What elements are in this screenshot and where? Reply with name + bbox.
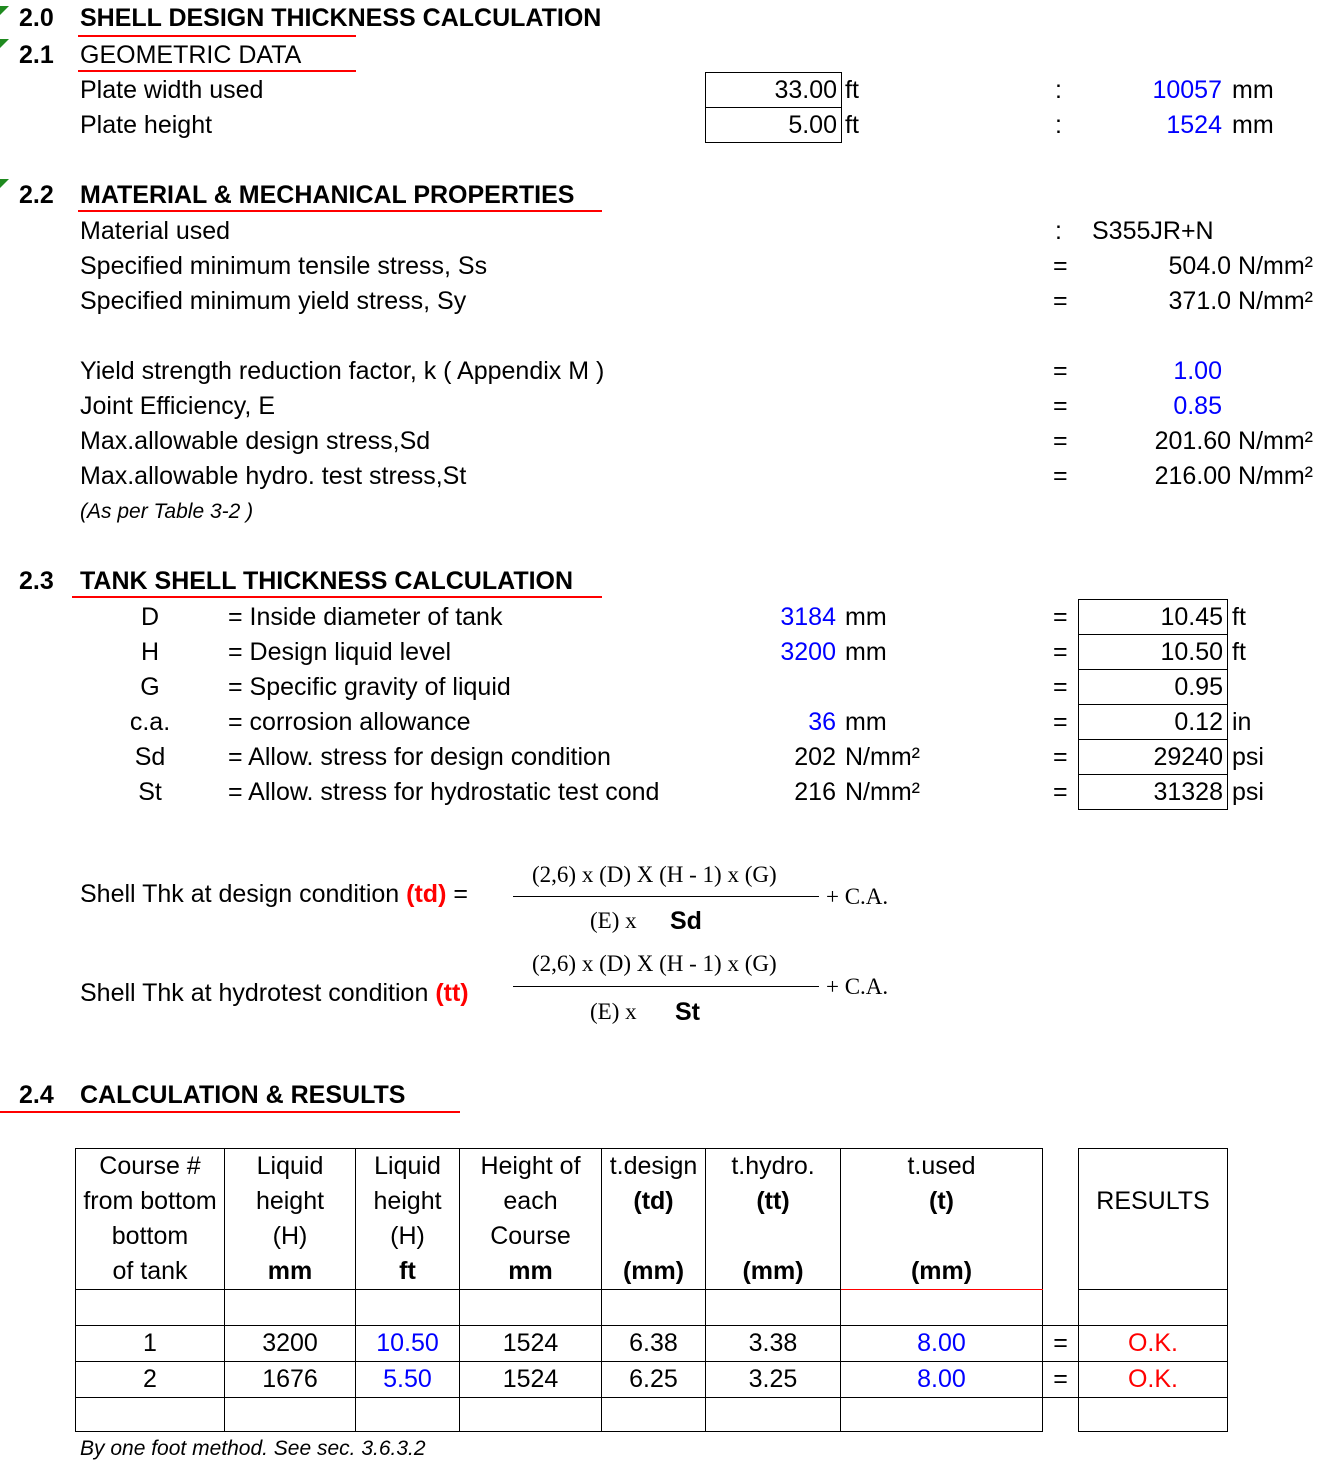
header-line: from bottom xyxy=(83,1187,217,1215)
header-line xyxy=(841,1219,1042,1254)
design-stress-value: 201.60 N/mm² xyxy=(1154,427,1313,455)
symbol: D xyxy=(140,603,160,631)
course-number: 2 xyxy=(76,1362,225,1398)
plate-height-label: Plate height xyxy=(80,111,213,139)
table-cell xyxy=(841,1290,1043,1326)
mm-unit: mm xyxy=(1232,111,1274,139)
converted-unit: psi xyxy=(1232,743,1264,771)
formula-hydro-numerator: (2,6) x (D) X (H - 1) x (G) xyxy=(532,951,777,976)
converted-unit: ft xyxy=(1232,638,1246,666)
header-line: (H) xyxy=(272,1222,308,1250)
value-mm: 3200 xyxy=(780,638,836,666)
t-used-underline xyxy=(841,1289,1043,1290)
equals-sign: = xyxy=(1053,252,1068,280)
tt-symbol: (tt) xyxy=(435,979,469,1007)
equals-sign: = xyxy=(1053,287,1068,315)
header-course xyxy=(76,1149,225,1290)
course-height: 1524 xyxy=(460,1326,602,1362)
t-hydro: 3.25 xyxy=(706,1362,841,1398)
table-cell xyxy=(1079,1398,1228,1432)
symbol: H xyxy=(140,638,160,666)
results-table xyxy=(75,1148,1228,1432)
value-unit: N/mm² xyxy=(845,778,920,806)
table-header-row xyxy=(76,1149,1228,1290)
t-used: 8.00 xyxy=(841,1326,1043,1362)
value-unit: mm xyxy=(845,603,887,631)
converted-value: 29240 xyxy=(1153,743,1223,771)
table-cell xyxy=(706,1398,841,1432)
equals-sign: = xyxy=(1043,1362,1079,1398)
fraction-bar xyxy=(513,896,819,897)
yield-stress-label: Specified minimum yield stress, Sy xyxy=(80,287,467,315)
table-row xyxy=(76,1326,1228,1362)
header-line: Course # xyxy=(99,1152,201,1180)
header-line: t.design xyxy=(609,1152,698,1180)
header-line: Liquid xyxy=(374,1152,441,1180)
table-cell xyxy=(1043,1398,1079,1432)
table-cell xyxy=(1079,1290,1228,1326)
value-mm: 3184 xyxy=(780,603,836,631)
test-stress-value: 216.00 N/mm² xyxy=(1154,462,1313,490)
tensile-stress-value: 504.0 N/mm² xyxy=(1168,252,1313,280)
material-value: S355JR+N xyxy=(1092,217,1214,245)
header-liquid-height-mm xyxy=(225,1149,356,1290)
symbol: G xyxy=(140,673,160,701)
equals-sign: = xyxy=(1053,673,1068,701)
equals-sign: = xyxy=(1053,427,1068,455)
header-line xyxy=(1079,1149,1227,1184)
material-label: Material used xyxy=(80,217,231,245)
section-number: 2.3 xyxy=(19,567,54,595)
description: = Specific gravity of liquid xyxy=(228,673,511,701)
formula-hydro-denominator-st: St xyxy=(675,998,700,1026)
liquid-height-mm: 3200 xyxy=(225,1326,356,1362)
header-line: bottom xyxy=(111,1222,189,1250)
converted-value: 10.45 xyxy=(1160,603,1223,631)
header-line: t.hydro. xyxy=(731,1152,815,1180)
header-line: ft xyxy=(399,1257,416,1285)
converted-value: 31328 xyxy=(1153,778,1223,806)
section-title: TANK SHELL THICKNESS CALCULATION xyxy=(80,567,574,595)
symbol: Sd xyxy=(134,743,166,771)
t-design: 6.25 xyxy=(602,1362,706,1398)
table-row xyxy=(76,1362,1228,1398)
table-cell xyxy=(225,1290,356,1326)
table-row-empty xyxy=(76,1398,1228,1432)
table-cell xyxy=(76,1290,225,1326)
header-line: height xyxy=(373,1187,442,1215)
header-line: height xyxy=(255,1187,325,1215)
plus-corrosion: + C.A. xyxy=(826,974,889,999)
description: = Inside diameter of tank xyxy=(228,603,503,631)
equals-sign: = xyxy=(1053,392,1068,420)
table-cell xyxy=(225,1398,356,1432)
section-title: CALCULATION & RESULTS xyxy=(80,1081,406,1109)
header-line: (mm) xyxy=(742,1257,804,1285)
header-line: (mm) xyxy=(910,1257,973,1285)
joint-efficiency-value: 0.85 xyxy=(1173,392,1222,420)
test-stress-label: Max.allowable hydro. test stress,St xyxy=(80,462,467,490)
header-line: each xyxy=(503,1187,558,1215)
converted-unit: in xyxy=(1232,708,1252,736)
yield-stress-value: 371.0 N/mm² xyxy=(1168,287,1313,315)
header-line: mm xyxy=(508,1257,553,1285)
section-number: 2.2 xyxy=(19,181,54,209)
section-number: 2.4 xyxy=(19,1081,54,1109)
equals-sign: = xyxy=(1053,357,1068,385)
symbol: St xyxy=(138,778,162,806)
converted-value: 0.12 xyxy=(1174,708,1223,736)
table-cell xyxy=(356,1398,460,1432)
description: = Design liquid level xyxy=(228,638,452,666)
formula-hydro-denominator: (E) x xyxy=(590,999,637,1024)
converted-value: 0.95 xyxy=(1174,673,1223,701)
header-t-hydro xyxy=(706,1149,841,1290)
liquid-height-ft: 5.50 xyxy=(356,1362,460,1398)
header-line: t.used xyxy=(907,1152,976,1180)
fraction-bar xyxy=(513,986,819,987)
header-line: Course xyxy=(490,1222,571,1250)
design-stress-label: Max.allowable design stress,Sd xyxy=(80,427,431,455)
equals-sign: = xyxy=(1053,743,1068,771)
symbol: c.a. xyxy=(129,708,171,736)
header-line xyxy=(602,1219,705,1254)
liquid-height-ft: 10.50 xyxy=(356,1326,460,1362)
table-cell xyxy=(356,1290,460,1326)
header-spacer xyxy=(1043,1149,1079,1290)
title-underline xyxy=(78,35,356,37)
header-line: (H) xyxy=(390,1222,425,1250)
header-line: (t) xyxy=(929,1187,954,1215)
value-mm: 36 xyxy=(808,708,836,736)
title-underline xyxy=(78,70,356,72)
course-height: 1524 xyxy=(460,1362,602,1398)
header-line: (mm) xyxy=(622,1257,685,1285)
equals-sign: = xyxy=(1053,708,1068,736)
converted-unit: ft xyxy=(1232,603,1246,631)
t-design: 6.38 xyxy=(602,1326,706,1362)
plate-height-value[interactable]: 5.00 xyxy=(788,111,837,139)
plate-width-value[interactable]: 33.00 xyxy=(774,76,837,104)
section-title: MATERIAL & MECHANICAL PROPERTIES xyxy=(80,181,575,209)
value-unit: N/mm² xyxy=(845,743,920,771)
formula-design-denominator-sd: Sd xyxy=(670,907,702,935)
header-line: mm xyxy=(267,1257,313,1285)
header-t-design xyxy=(602,1149,706,1290)
formula-design-numerator: (2,6) x (D) X (H - 1) x (G) xyxy=(532,862,777,887)
converted-value: 10.50 xyxy=(1160,638,1223,666)
converted-unit: psi xyxy=(1232,778,1264,806)
formula-design-label xyxy=(80,879,468,909)
formula-design-denominator: (E) x xyxy=(590,908,637,933)
equals-sign: = xyxy=(1053,462,1068,490)
result-status: O.K. xyxy=(1079,1362,1228,1398)
table-cell xyxy=(460,1290,602,1326)
table-cell xyxy=(602,1398,706,1432)
description: = corrosion allowance xyxy=(228,708,471,736)
joint-efficiency-label: Joint Efficiency, E xyxy=(80,392,275,420)
equals-sign: = xyxy=(1053,638,1068,666)
section-number: 2.0 xyxy=(19,4,54,32)
header-line: Liquid xyxy=(256,1152,324,1180)
footnote: By one foot method. See sec. 3.6.3.2 xyxy=(80,1437,426,1460)
comment-marker-icon xyxy=(0,179,9,188)
title-underline xyxy=(78,210,602,212)
section-number: 2.1 xyxy=(19,41,54,69)
section-title: SHELL DESIGN THICKNESS CALCULATION xyxy=(80,4,602,32)
title-underline xyxy=(0,1111,460,1113)
header-line xyxy=(706,1219,840,1254)
course-number: 1 xyxy=(76,1326,225,1362)
plus-corrosion: + C.A. xyxy=(826,884,889,909)
tensile-stress-label: Specified minimum tensile stress, Ss xyxy=(80,252,488,280)
equals-sign: = xyxy=(1053,603,1068,631)
plate-height-mm: 1524 xyxy=(1166,111,1222,139)
value-unit: mm xyxy=(845,638,887,666)
formula-design-prefix: Shell Thk at design condition xyxy=(80,880,400,908)
header-line: Height of xyxy=(480,1152,581,1180)
formula-hydro-prefix: Shell Thk at hydrotest condition xyxy=(80,979,429,1007)
header-line: (td) xyxy=(633,1187,674,1215)
header-t-used xyxy=(841,1149,1043,1290)
plate-height-unit: ft xyxy=(845,111,859,139)
table-cell xyxy=(602,1290,706,1326)
header-results xyxy=(1079,1149,1228,1290)
separator: : xyxy=(1055,217,1062,245)
mm-unit: mm xyxy=(1232,76,1274,104)
td-symbol: (td) xyxy=(406,880,447,908)
equals-sign: = xyxy=(1043,1326,1079,1362)
section-title: GEOMETRIC DATA xyxy=(80,41,302,69)
plate-width-mm: 10057 xyxy=(1152,76,1222,104)
table-cell xyxy=(76,1398,225,1432)
separator: : xyxy=(1055,111,1062,139)
k-factor-label: Yield strength reduction factor, k ( Appendix M ) xyxy=(80,357,605,385)
table-cell xyxy=(841,1398,1043,1432)
value-mm: 216 xyxy=(794,778,836,806)
t-used: 8.00 xyxy=(841,1362,1043,1398)
header-line: RESULTS xyxy=(1096,1187,1210,1215)
separator: : xyxy=(1055,76,1062,104)
comment-marker-icon xyxy=(0,39,9,48)
k-factor-value: 1.00 xyxy=(1173,357,1222,385)
value-mm: 202 xyxy=(794,743,836,771)
header-course-height xyxy=(460,1149,602,1290)
description: = Allow. stress for hydrostatic test cond xyxy=(228,778,660,806)
t-hydro: 3.38 xyxy=(706,1326,841,1362)
table-cell xyxy=(706,1290,841,1326)
comment-marker-icon xyxy=(0,6,9,15)
table-row-empty xyxy=(76,1290,1228,1326)
header-liquid-height-ft xyxy=(356,1149,460,1290)
value-unit: mm xyxy=(845,708,887,736)
header-line: (tt) xyxy=(756,1187,790,1215)
formula-hydro-label xyxy=(80,978,469,1008)
plate-width-label: Plate width used xyxy=(80,76,264,104)
table-reference-note: (As per Table 3-2 ) xyxy=(80,500,254,523)
equals-sign: = xyxy=(1053,778,1068,806)
result-status: O.K. xyxy=(1079,1326,1228,1362)
equals-sign: = xyxy=(453,880,468,908)
title-underline xyxy=(72,596,602,598)
table-cell xyxy=(460,1398,602,1432)
description: = Allow. stress for design condition xyxy=(228,743,611,771)
plate-width-unit: ft xyxy=(845,76,859,104)
table-cell xyxy=(1043,1290,1079,1326)
header-line: of tank xyxy=(112,1257,188,1285)
liquid-height-mm: 1676 xyxy=(225,1362,356,1398)
